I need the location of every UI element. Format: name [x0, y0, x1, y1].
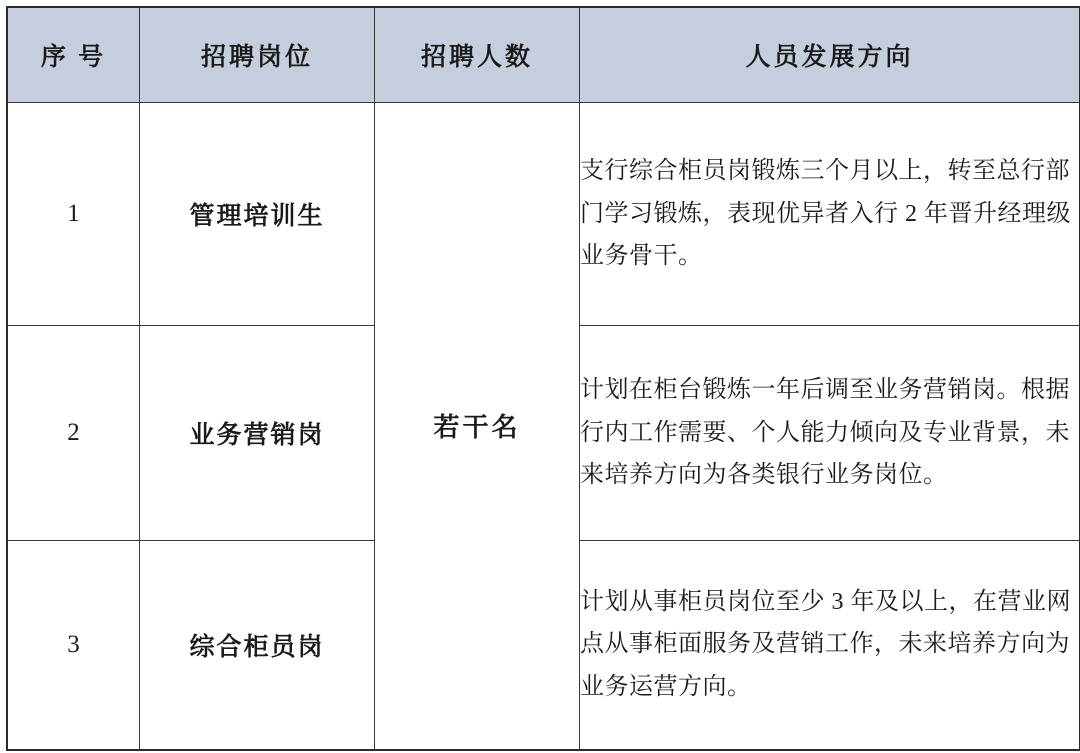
header-cell-no: 序 号: [7, 7, 140, 103]
table-header-row: [7, 7, 1080, 103]
cell-row1-post: 管理培训生: [140, 103, 375, 326]
cell-count-merged: 若干名: [375, 103, 580, 750]
cell-row1-direction: 支行综合柜员岗锻炼三个月以上，转至总行部门学习锻炼，表现优异者入行 2 年晋升经理级业务骨干。: [580, 103, 1080, 326]
table-body: [7, 103, 1080, 750]
cell-row2-direction: 计划在柜台锻炼一年后调至业务营销岗。根据行内工作需要、个人能力倾向及专业背景，未来培养方向为各类银行业务岗位。: [580, 326, 1080, 541]
header-cell-count: 招聘人数: [375, 7, 580, 103]
header-cell-direction: 人员发展方向: [580, 7, 1080, 103]
cell-row1-no: 1: [7, 103, 140, 326]
recruitment-table: [6, 6, 1080, 751]
cell-row3-direction: 计划从事柜员岗位至少 3 年及以上，在营业网点从事柜面服务及营销工作，未来培养方向为业务运营方向。: [580, 541, 1080, 750]
table-header: [7, 7, 1080, 103]
cell-row2-no: 2: [7, 326, 140, 541]
cell-row3-no: 3: [7, 541, 140, 750]
cell-row2-post: 业务营销岗: [140, 326, 375, 541]
table-row: [7, 103, 1080, 326]
cell-row3-post: 综合柜员岗: [140, 541, 375, 750]
header-cell-post: 招聘岗位: [140, 7, 375, 103]
